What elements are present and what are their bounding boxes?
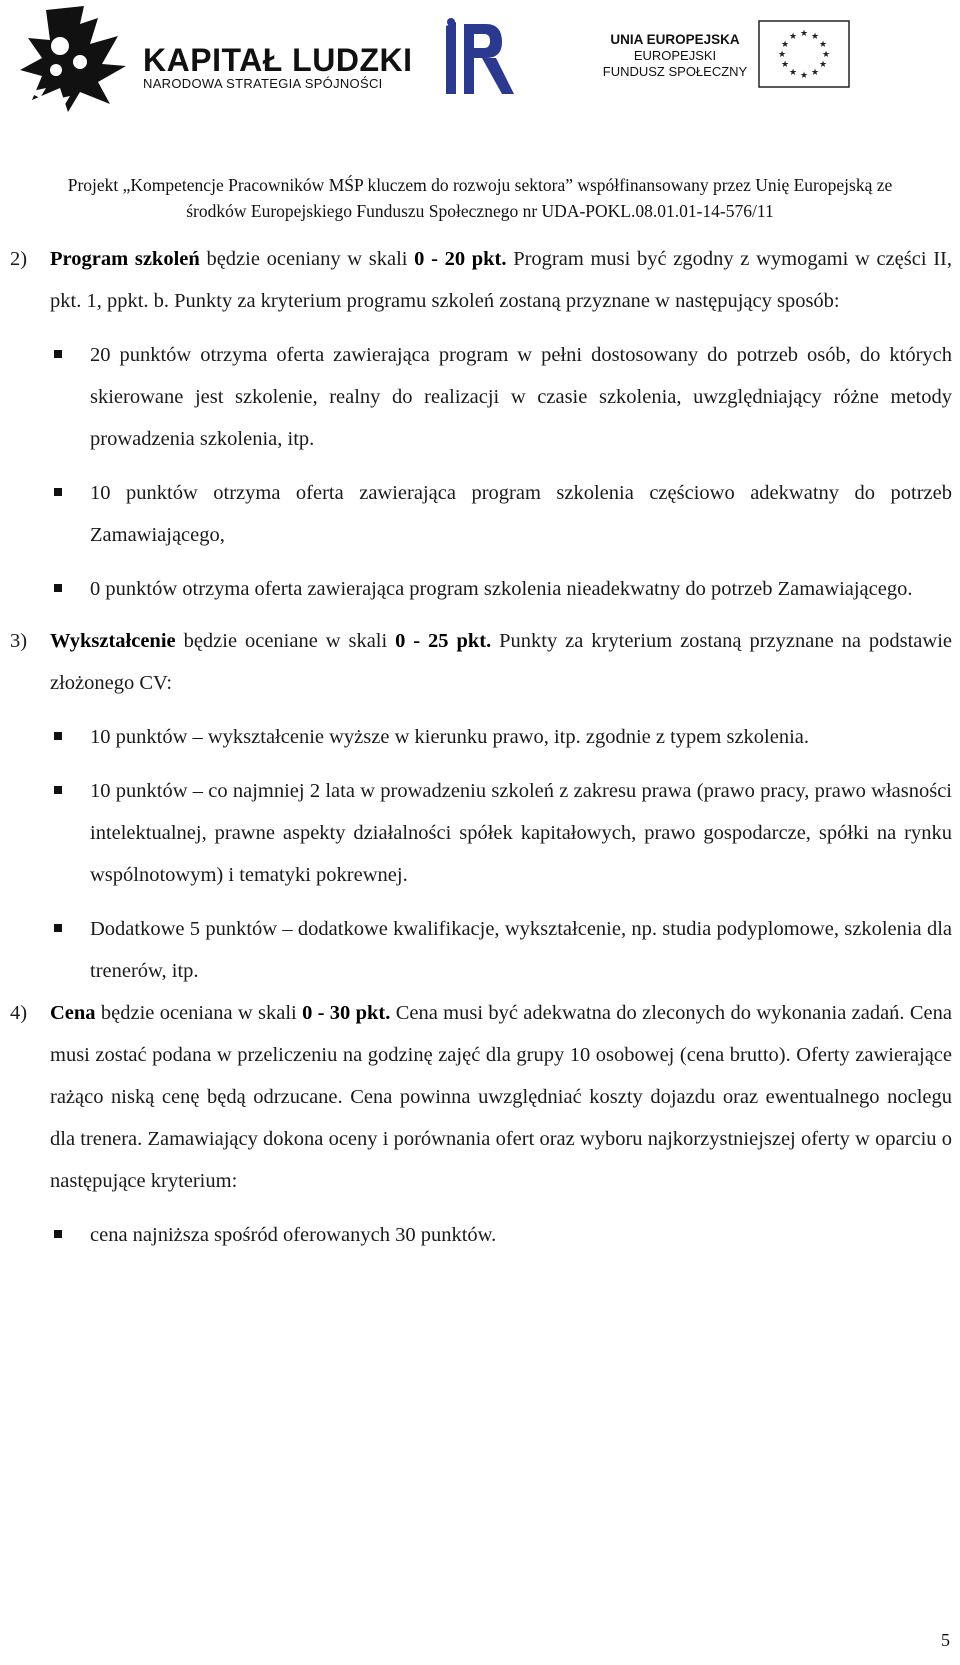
- eu-logo: [600, 20, 940, 100]
- list-item-text: 20 punktów otrzyma oferta zawierająca program w pełni dostosowany do potrzeb osób, do których skierowane jest szkolenie, realny do realizacji w czasie szkolenia, uwzględniający różne metody prowadzenia szkolenia, itp.: [90, 344, 952, 450]
- list-item-text: Dodatkowe 5 punktów – dodatkowe kwalifikacje, wykształcenie, np. studia podyplomowe, szkolenia dla trenerów, itp.: [90, 918, 952, 982]
- svg-text:★: ★: [777, 50, 787, 60]
- eu-logo-text: [600, 32, 750, 80]
- svg-text:★: ★: [810, 68, 820, 78]
- section-text: będzie oceniana w skali: [95, 1002, 303, 1024]
- svg-text:★: ★: [799, 71, 809, 81]
- project-line-2: środków Europejskiego Funduszu Społecznego nr UDA-POKL.08.01.01-14-576/11: [186, 201, 774, 221]
- section-text: Punkty za kryterium zostaną przyznane na podstawie złożonego CV:: [50, 630, 952, 694]
- svg-text:★: ★: [788, 68, 798, 78]
- section-score: 0 - 25 pkt.: [395, 630, 492, 652]
- header-logos: [0, 0, 960, 120]
- list-item: [10, 1214, 952, 1256]
- bullet-square-icon: [54, 584, 62, 592]
- section-3: [10, 620, 952, 704]
- section-text: Cena musi być adekwatna do zleconych do wykonania zadań. Cena musi zostać podana w przeliczeniu na godzinę zajęć dla grupy 10 osobowej (cena brutto). Oferty zawierające rażąco niską cenę będą odrzucane. Cena powinna uwzględniać koszty dojazdu oraz ewentualnego noclegu dla trenera. Zamawiający dokona oceny i porównania ofert oraz wyboru najkorzystniejszej oferty w oparciu o następujące kryterium:: [50, 1002, 952, 1192]
- section-text: będzie oceniany w skali: [199, 248, 415, 270]
- svg-text:★: ★: [788, 32, 798, 42]
- document-body: [10, 238, 952, 1256]
- list-item-text: 0 punktów otrzyma oferta zawierająca program szkolenia nieadekwatny do potrzeb Zamawiającego.: [90, 578, 913, 600]
- section-2-bullets: [10, 334, 952, 610]
- bullet-square-icon: [54, 924, 62, 932]
- section-number: 3): [10, 630, 28, 652]
- eu-logo-line3: FUNDUSZ SPOŁECZNY: [602, 64, 748, 79]
- bullet-square-icon: [54, 350, 62, 358]
- svg-text:★: ★: [780, 40, 790, 50]
- section-title: Program szkoleń: [50, 248, 200, 270]
- list-item: [10, 716, 952, 758]
- svg-text:★: ★: [780, 60, 790, 70]
- list-item: [10, 472, 952, 556]
- section-number: 2): [10, 248, 28, 270]
- list-item: [10, 334, 952, 460]
- bullet-square-icon: [54, 786, 62, 794]
- rp-logo: [440, 18, 522, 98]
- section-text: Program musi być zgodny z wymogami w części II, pkt. 1, ppkt. b. Punkty za kryterium programu szkoleń zostaną przyznane w następujący sposób:: [50, 248, 952, 312]
- svg-text:★: ★: [810, 32, 820, 42]
- svg-text:★: ★: [799, 29, 809, 39]
- list-item-text: 10 punktów otrzyma oferta zawierająca program szkolenia częściowo adekwatny do potrzeb Zamawiającego,: [90, 482, 952, 546]
- section-4-bullets: [10, 1214, 952, 1256]
- section-4: [10, 992, 952, 1202]
- project-statement: [0, 172, 960, 224]
- section-score: 0 - 20 pkt.: [414, 248, 507, 270]
- eu-logo-line2: EUROPEJSKI: [633, 48, 717, 63]
- rp-emblem-icon: [440, 18, 522, 98]
- list-item: [10, 908, 952, 992]
- bullet-square-icon: [54, 1230, 62, 1238]
- list-item: [10, 568, 952, 610]
- section-2: [10, 238, 952, 322]
- section-3-bullets: [10, 716, 952, 992]
- eu-logo-line1: UNIA EUROPEJSKA: [610, 32, 740, 47]
- svg-text:★: ★: [818, 60, 828, 70]
- list-item-text: cena najniższa spośród oferowanych 30 punktów.: [90, 1224, 497, 1246]
- section-score: 0 - 30 pkt.: [302, 1002, 391, 1024]
- bullet-square-icon: [54, 732, 62, 740]
- section-title: Wykształcenie: [50, 630, 176, 652]
- list-item-text: 10 punktów – co najmniej 2 lata w prowadzeniu szkoleń z zakresu prawa (prawo pracy, prawo własności intelektualnej, prawne aspekty działalności spółek kapitałowych, prawo gospodarcze, spółki na rynku wspólnotowym) i tematyki pokrewnej.: [90, 780, 952, 886]
- project-line-1: Projekt „Kompetencje Pracowników MŚP kluczem do rozwoju sektora” współfinansowany przez Unię Europejską ze: [67, 175, 893, 195]
- section-number: 4): [10, 1002, 28, 1024]
- bullet-square-icon: [54, 488, 62, 496]
- page-number: 5: [941, 1630, 950, 1650]
- kapital-ludzki-title: KAPITAŁ LUDZKI: [143, 42, 413, 78]
- svg-text:★: ★: [821, 50, 831, 60]
- eu-flag-icon: [758, 20, 850, 88]
- list-item-text: 10 punktów – wykształcenie wyższe w kierunku prawo, itp. zgodnie z typem szkolenia.: [90, 726, 810, 748]
- svg-text:★: ★: [818, 40, 828, 50]
- list-item: [10, 770, 952, 896]
- kapital-ludzki-emblem-icon: [18, 4, 133, 114]
- kapital-ludzki-logo: [18, 4, 418, 114]
- section-text: będzie oceniane w skali: [175, 630, 396, 652]
- kapital-ludzki-subtitle: NARODOWA STRATEGIA SPÓJNOŚCI: [143, 76, 383, 91]
- section-title: Cena: [50, 1002, 96, 1024]
